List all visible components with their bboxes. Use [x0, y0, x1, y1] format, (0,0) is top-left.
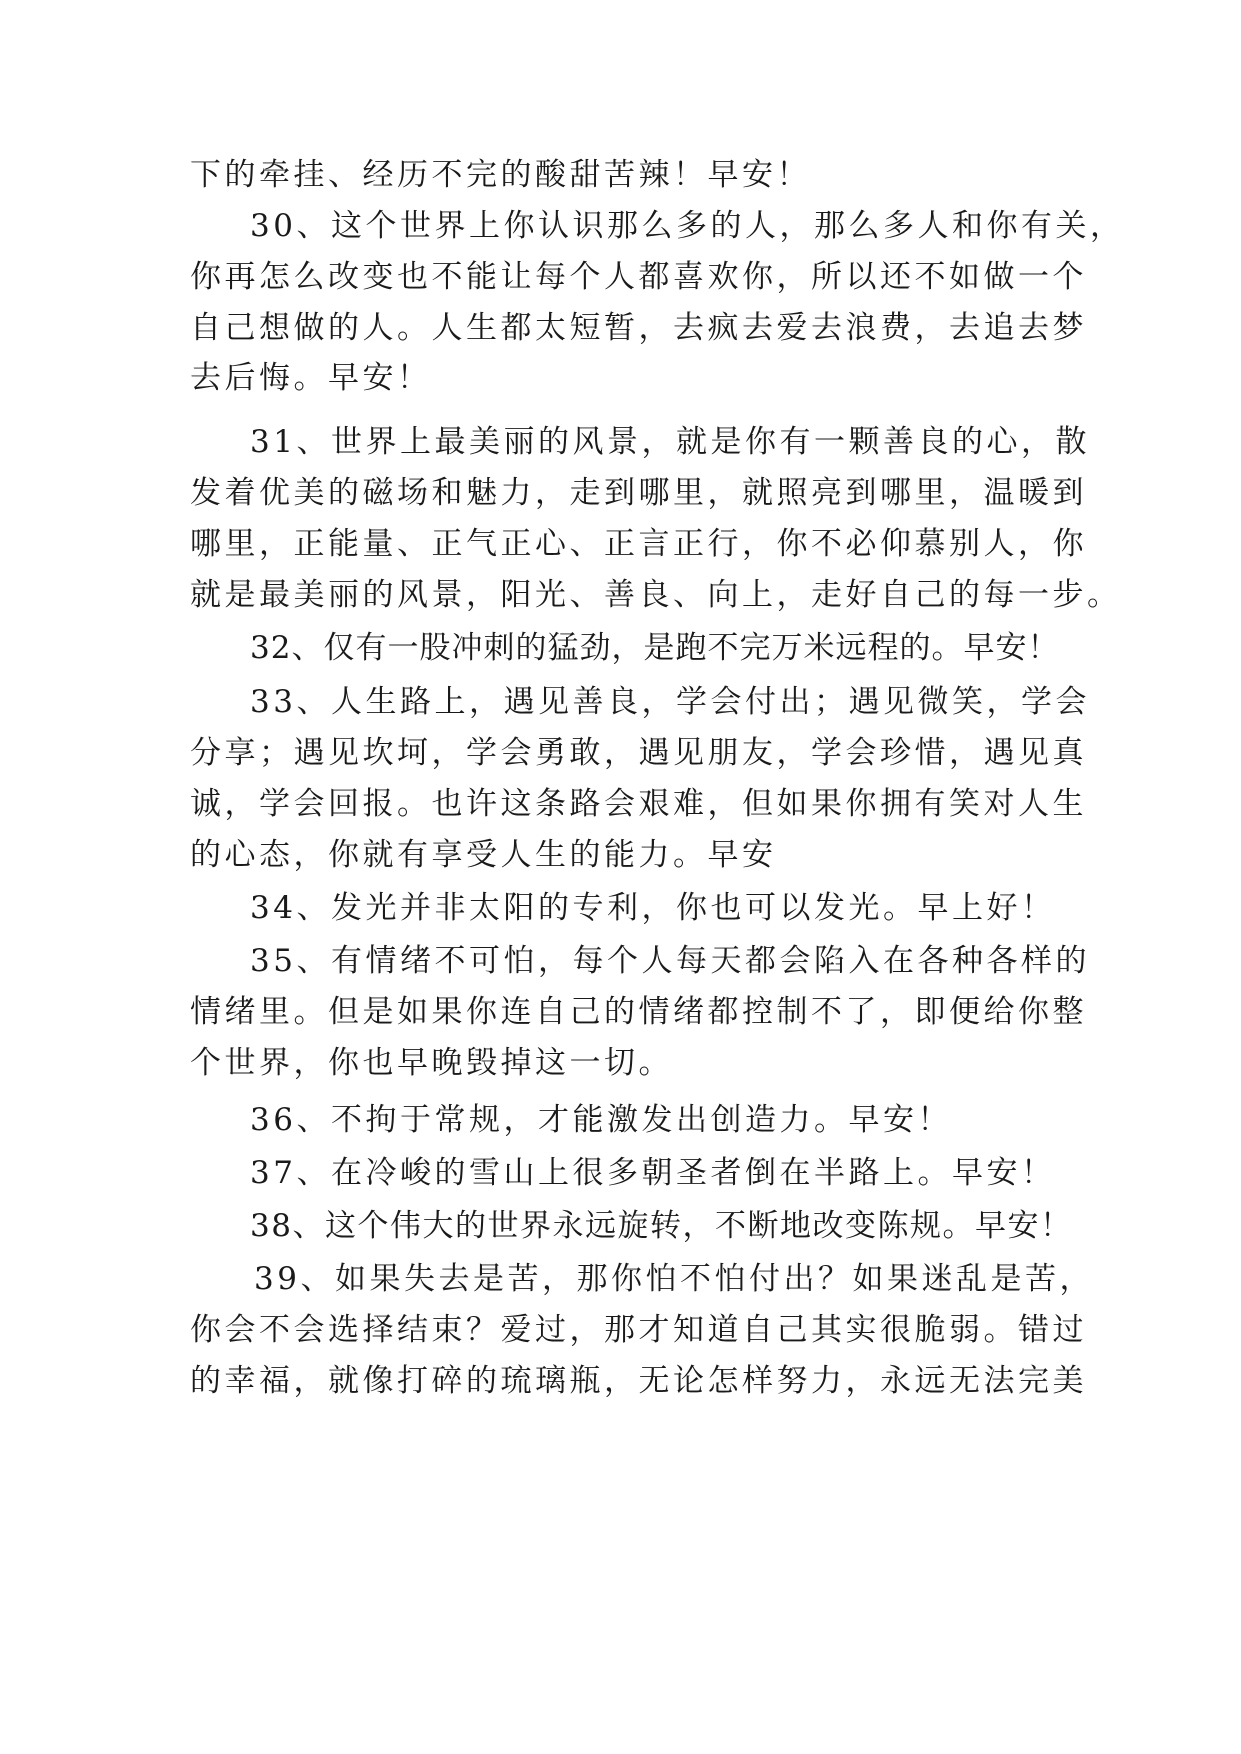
text-line: 诚，学会回报。也许这条路会艰难，但如果你拥有笑对人生 — [190, 786, 1087, 822]
text-line: 39、如果失去是苦，那你怕不怕付出？如果迷乱是苦， — [254, 1261, 1094, 1297]
text-line: 分享；遇见坎坷，学会勇敢，遇见朋友，学会珍惜，遇见真 — [190, 735, 1087, 771]
text-line: 33、人生路上，遇见善良，学会付出；遇见微笑，学会 — [250, 684, 1090, 720]
text-line: 32、仅有一股冲刺的猛劲，是跑不完万米远程的。早安！ — [250, 630, 1060, 666]
text-line: 去后悔。早安！ — [190, 360, 432, 396]
text-line: 31、世界上最美丽的风景，就是你有一颗善良的心，散 — [250, 424, 1090, 460]
text-line: 36、不拘于常规，才能激发出创造力。早安！ — [250, 1102, 952, 1138]
text-line: 30、这个世界上你认识那么多的人，那么多人和你有关， — [250, 208, 1125, 244]
text-line: 哪里，正能量、正气正心、正言正行，你不必仰慕别人，你 — [190, 526, 1087, 562]
text-line: 下的牵挂、经历不完的酸甜苦辣！早安！ — [190, 157, 811, 193]
text-line: 的心态，你就有享受人生的能力。早安 — [190, 837, 777, 873]
text-line: 你会不会选择结束？爱过，那才知道自己其实很脆弱。错过 — [190, 1312, 1087, 1348]
text-line: 35、有情绪不可怕，每个人每天都会陷入在各种各样的 — [250, 943, 1090, 979]
text-line: 就是最美丽的风景，阳光、善良、向上，走好自己的每一步。 — [190, 577, 1122, 613]
text-line: 38、这个伟大的世界永远旋转，不断地改变陈规。早安！ — [250, 1208, 1073, 1244]
text-line: 你再怎么改变也不能让每个人都喜欢你，所以还不如做一个 — [190, 259, 1087, 295]
text-line: 情绪里。但是如果你连自己的情绪都控制不了，即便给你整 — [190, 994, 1087, 1030]
text-line: 34、发光并非太阳的专利，你也可以发光。早上好！ — [250, 890, 1056, 926]
text-line: 发着优美的磁场和魅力，走到哪里，就照亮到哪里，温暖到 — [190, 475, 1087, 511]
text-line: 的幸福，就像打碎的琉璃瓶，无论怎样努力，永远无法完美 — [190, 1363, 1087, 1399]
text-line: 自己想做的人。人生都太短暂，去疯去爱去浪费，去追去梦 — [190, 310, 1087, 346]
text-line: 37、在冷峻的雪山上很多朝圣者倒在半路上。早安！ — [250, 1155, 1056, 1191]
text-line: 个世界，你也早晚毁掉这一切。 — [190, 1045, 673, 1081]
